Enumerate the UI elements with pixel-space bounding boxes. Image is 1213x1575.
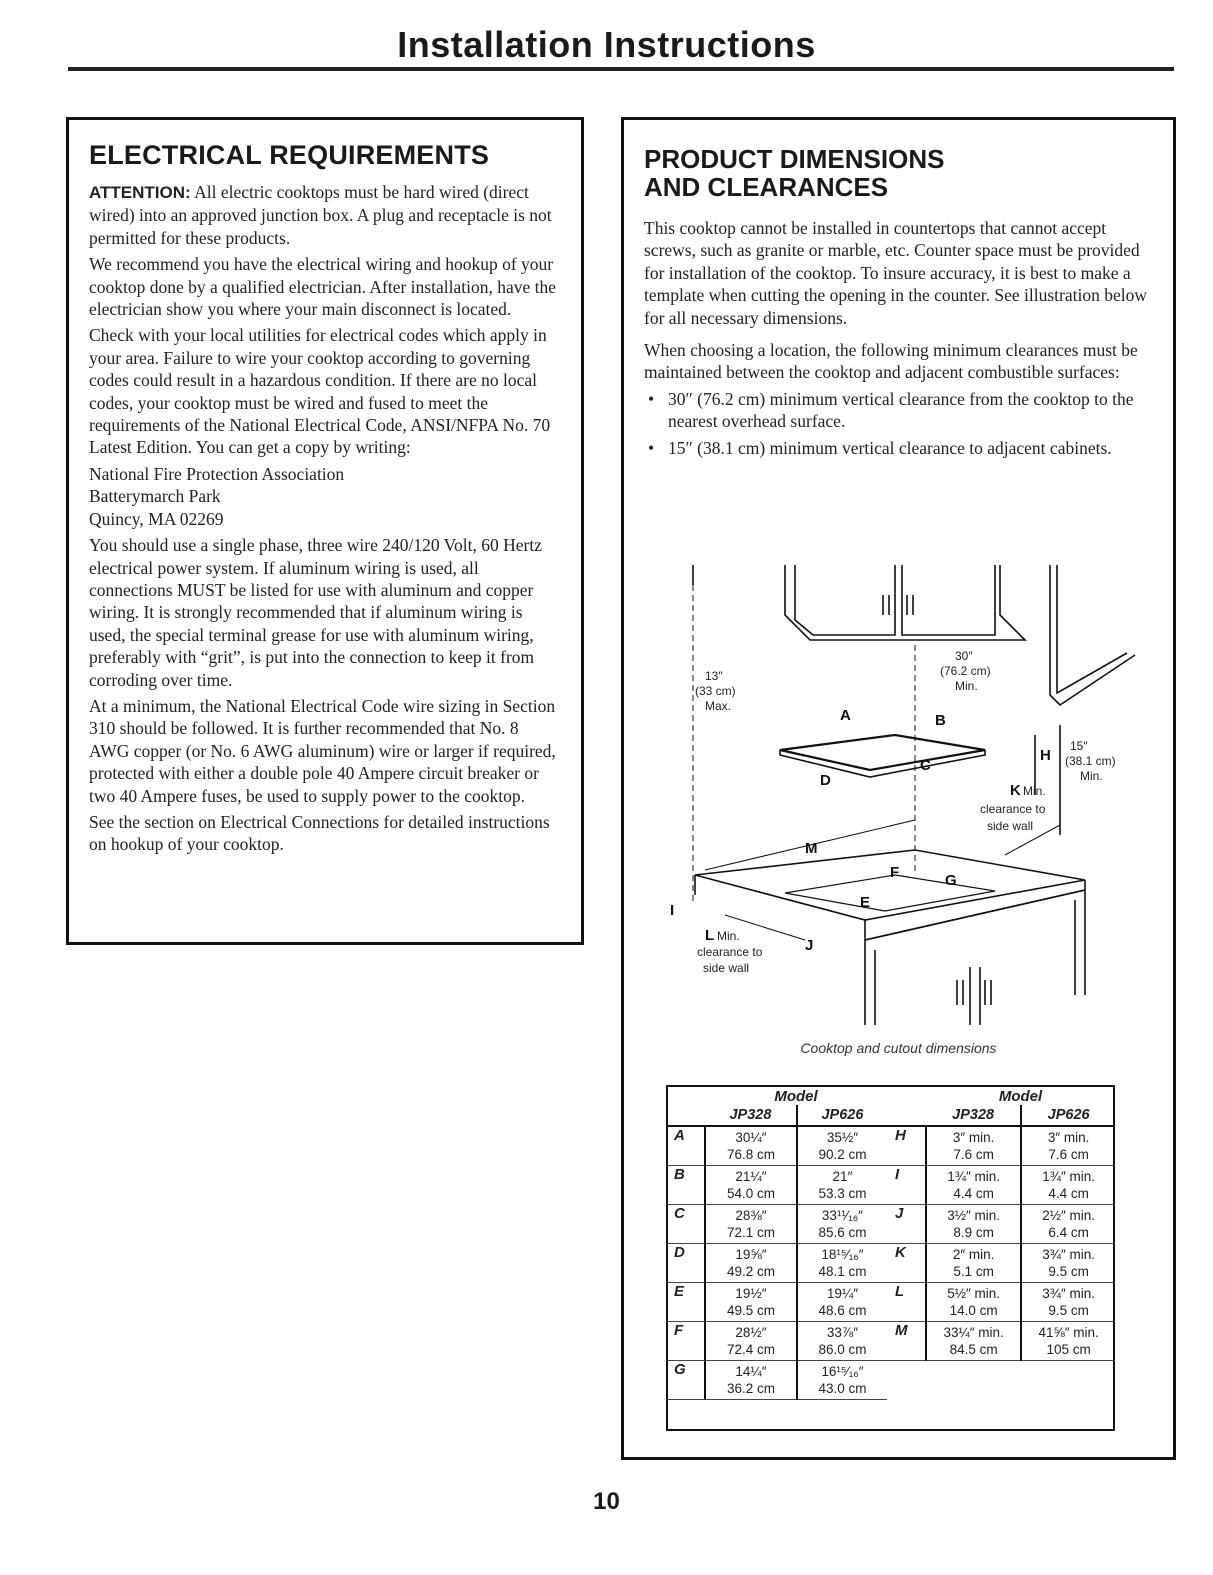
jp328-inches: 3″ min.: [952, 1130, 995, 1145]
base-cabinet-outline: [865, 890, 1085, 1025]
table-row: [887, 1244, 1115, 1283]
k-letter: K: [1010, 782, 1021, 799]
dim-30-cm-label: (76.2 cm): [940, 664, 991, 678]
jp626-inches: 3¾″ min.: [1042, 1286, 1096, 1301]
letter-g: G: [945, 872, 957, 889]
row-letter: I: [887, 1166, 926, 1205]
row-letter: L: [887, 1283, 926, 1322]
dimension-line-15: [1035, 725, 1060, 835]
title-rule: [68, 67, 1174, 71]
row-letter: B: [666, 1166, 705, 1205]
electrician-paragraph: We recommend you have the electrical wiring and hookup of your cooktop done by a qualified electrician. After installation, have the electrician show you where your main disconnect is located.: [89, 254, 556, 320]
jp328-cell: [705, 1361, 797, 1400]
address-line-3: Quincy, MA 02269: [89, 508, 224, 529]
jp626-cell: [797, 1283, 887, 1322]
dim-30-min-label: Min.: [955, 679, 978, 693]
address-line-1: National Fire Protection Association: [89, 463, 345, 484]
jp626-inches: 41⅝″ min.: [1038, 1325, 1099, 1340]
clearance-item: [644, 437, 1153, 459]
page-title: Installation Instructions: [397, 24, 816, 65]
jp626-cell: [797, 1126, 887, 1166]
jp626-cm: 9.5 cm: [1048, 1264, 1089, 1279]
l-letter: L: [705, 927, 715, 944]
row-letter: D: [666, 1244, 705, 1283]
jp328-inches: 30¼″: [735, 1130, 767, 1145]
k-min-label: Min.: [1023, 784, 1046, 798]
jp328-cell: [926, 1205, 1021, 1244]
dim-15-label: 15″: [1070, 739, 1088, 753]
jp626-cell: [797, 1205, 887, 1244]
jp626-cm: 90.2 cm: [818, 1147, 867, 1162]
letter-j: J: [805, 937, 814, 954]
jp328-inches: 28½″: [735, 1325, 767, 1340]
row-letter: E: [666, 1283, 705, 1322]
row-letter: G: [666, 1361, 705, 1400]
countertop-paragraph: This cooktop cannot be installed in countertops that cannot accept screws, such as granite or marble, etc. Counter space must be provided for installation of the cooktop. To insure accuracy, it is best to make a template when cutting the opening in the counter. See illustration below for all necessary dimensions.: [644, 218, 1148, 328]
row-letter: A: [666, 1126, 705, 1166]
l-min-label: Min.: [717, 929, 740, 943]
jp626-inches: 16¹⁵⁄₁₆″: [821, 1364, 864, 1379]
model-header: Model: [774, 1087, 818, 1105]
jp328-inches: 33¼″ min.: [943, 1325, 1004, 1340]
jp328-cm: 49.2 cm: [726, 1264, 775, 1279]
jp626-cell: [1021, 1166, 1115, 1205]
clearance-item-text: 30″ (76.2 cm) minimum vertical clearance from the cooktop to the nearest overhead surface.: [668, 388, 1134, 432]
row-letter: H: [887, 1126, 926, 1166]
dim-13-label: 13″: [705, 669, 723, 683]
cooktop-cutout-diagram: [665, 555, 1145, 1030]
jp328-inches: 3½″ min.: [947, 1208, 1001, 1223]
jp328-cell: [926, 1322, 1021, 1361]
jp626-cm: 86.0 cm: [818, 1342, 867, 1357]
upper-cabinet-handles: [883, 595, 913, 615]
jp328-inches: 28⅜″: [735, 1208, 767, 1223]
jp328-header: JP328: [705, 1105, 797, 1126]
jp328-cell: [705, 1126, 797, 1166]
blank-cell: [666, 1105, 705, 1126]
jp328-inches: 2″ min.: [952, 1247, 995, 1262]
jp328-cm: 76.8 cm: [726, 1147, 775, 1162]
attention-label: ATTENTION:: [89, 183, 191, 202]
jp626-cell: [797, 1166, 887, 1205]
jp626-inches: 2½″ min.: [1042, 1208, 1096, 1223]
jp328-inches: 5½″ min.: [947, 1286, 1001, 1301]
jp626-cm: 48.6 cm: [818, 1303, 867, 1318]
clearance-item: [644, 388, 1153, 433]
bullet-icon: •: [648, 437, 655, 458]
jp626-cell: [1021, 1322, 1115, 1361]
jp626-header: JP626: [797, 1105, 887, 1126]
table-row: [666, 1126, 887, 1166]
jp328-cell: [705, 1283, 797, 1322]
dimensions-heading: PRODUCT DIMENSIONS AND CLEARANCES: [644, 144, 945, 202]
power-system-paragraph: You should use a single phase, three wire 240/120 Volt, 60 Hertz electrical power system. If aluminum wiring is used, all connections MUST be listed for use with aluminum and copper wiring. It is strongly recommended that if aluminum wiring is used, the special terminal grease for use with aluminum wiring, preferably with “grit”, is put into the connection to keep it from corroding over time.: [89, 535, 543, 690]
jp626-cell: [797, 1322, 887, 1361]
jp626-cm: 4.4 cm: [1048, 1186, 1089, 1201]
jp626-inches: 21″: [832, 1169, 853, 1184]
row-letter: F: [666, 1322, 705, 1361]
jp328-cell: [926, 1166, 1021, 1205]
blank-cell: [666, 1087, 705, 1105]
codes-paragraph: Check with your local utilities for electrical codes which apply in your area. Failure to wire your cooktop according to governing codes could result in a hazardous condition. If there are no local codes, your cooktop must be wired and fused to meet the requirements of the National Electrical Code, ANSI/NFPA No. 70 Latest Edition. You can get a copy by writing:: [89, 325, 551, 458]
jp626-inches: 1¾″ min.: [1042, 1169, 1096, 1184]
letter-f: F: [890, 864, 900, 881]
l-clearance-label: clearance to: [697, 945, 763, 959]
jp626-header: JP626: [1021, 1105, 1115, 1126]
table-row: [666, 1361, 887, 1400]
clearances-paragraph: When choosing a location, the following minimum clearances must be maintained between the cooktop and adjacent combustible surfaces:: [644, 340, 1138, 383]
clearance-list: [644, 388, 1153, 459]
page-number: 10: [593, 1488, 620, 1515]
jp328-cm: 7.6 cm: [953, 1147, 994, 1162]
k-sidewall-label: side wall: [987, 819, 1034, 833]
dim-15-min-label: Min.: [1080, 769, 1103, 783]
k-clearance-label: clearance to: [980, 802, 1046, 816]
jp626-inches: 19¼″: [826, 1286, 858, 1301]
table-row: [887, 1322, 1115, 1361]
jp328-inches: 19½″: [735, 1286, 767, 1301]
jp626-cell: [1021, 1205, 1115, 1244]
blank-cell: [887, 1087, 926, 1105]
table-row: [887, 1126, 1115, 1166]
diagram-caption: Cooktop and cutout dimensions: [800, 1040, 997, 1056]
base-cabinet-handles: [957, 980, 991, 1005]
jp626-inches: 35½″: [826, 1130, 858, 1145]
jp328-cell: [705, 1205, 797, 1244]
table-row: [666, 1166, 887, 1205]
row-letter: J: [887, 1205, 926, 1244]
cooktop-base: [780, 750, 985, 777]
table-row: [666, 1322, 887, 1361]
side-cabinet-outline: [1050, 565, 1135, 705]
jp328-cm: 72.4 cm: [726, 1342, 775, 1357]
jp626-cell: [797, 1244, 887, 1283]
dimensions-table-left: [666, 1087, 887, 1400]
right-table-body: [887, 1126, 1115, 1361]
jp626-cm: 6.4 cm: [1048, 1225, 1089, 1240]
jp626-cm: 85.6 cm: [818, 1225, 867, 1240]
jp328-cell: [705, 1166, 797, 1205]
jp626-cm: 7.6 cm: [1048, 1147, 1089, 1162]
clearance-item-text: 15″ (38.1 cm) minimum vertical clearance to adjacent cabinets.: [668, 437, 1112, 458]
jp626-cell: [1021, 1126, 1115, 1166]
jp626-cell: [1021, 1283, 1115, 1322]
jp626-cm: 43.0 cm: [818, 1381, 867, 1396]
letter-a: A: [840, 707, 851, 724]
attention-paragraph: [89, 181, 561, 249]
jp626-inches: 33⅞″: [826, 1325, 858, 1340]
row-letter: M: [887, 1322, 926, 1361]
jp626-cm: 105 cm: [1046, 1342, 1091, 1357]
jp328-cm: 8.9 cm: [953, 1225, 994, 1240]
jp328-cm: 54.0 cm: [726, 1186, 775, 1201]
electrical-requirements-box: [66, 117, 584, 945]
jp626-cm: 53.3 cm: [818, 1186, 867, 1201]
table-row: [887, 1283, 1115, 1322]
diagram-labels: [670, 649, 1116, 975]
upper-cabinet-outline: [693, 565, 1025, 640]
jp328-inches: 19⅝″: [735, 1247, 767, 1262]
jp328-cell: [705, 1322, 797, 1361]
dim-13-cm-label: (33 cm): [695, 684, 736, 698]
dimensions-table-right: [887, 1087, 1115, 1361]
jp328-inches: 21¼″: [735, 1169, 767, 1184]
jp328-cell: [926, 1126, 1021, 1166]
upper-cabinet-doors: [795, 565, 995, 635]
letter-c: C: [920, 757, 931, 774]
jp626-inches: 3″ min.: [1047, 1130, 1090, 1145]
countertop-edge: [695, 875, 1085, 940]
row-letter: C: [666, 1205, 705, 1244]
address-line-2: Batterymarch Park: [89, 486, 221, 507]
jp328-cm: 72.1 cm: [726, 1225, 775, 1240]
letter-e: E: [860, 894, 871, 911]
base-cabinet-doors: [875, 900, 1075, 1025]
table-row: [666, 1283, 887, 1322]
table-row: [666, 1205, 887, 1244]
jp328-inches: 14¼″: [735, 1364, 767, 1379]
jp626-cm: 48.1 cm: [818, 1264, 867, 1279]
letter-b: B: [935, 712, 946, 729]
jp328-cell: [926, 1244, 1021, 1283]
jp328-cm: 4.4 cm: [953, 1186, 994, 1201]
wire-sizing-paragraph: At a minimum, the National Electrical Code wire sizing in Section 310 should be followed. It is further recommended that No. 8 AWG copper (or No. 6 AWG aluminum) wire or larger if required, protected with either a double pole 40 Ampere circuit breaker or two 40 Ampere fuses, be used to supply power to the cooktop.: [89, 695, 556, 806]
jp328-cell: [705, 1244, 797, 1283]
jp328-header: JP328: [926, 1105, 1021, 1126]
left-table-body: [666, 1126, 887, 1400]
jp328-cm: 49.5 cm: [726, 1303, 775, 1318]
jp626-cell: [797, 1361, 887, 1400]
jp328-cm: 5.1 cm: [953, 1264, 994, 1279]
jp328-inches: 1¾″ min.: [947, 1169, 1001, 1184]
letter-m: M: [805, 840, 818, 857]
attention-text: All electric cooktops must be hard wired (direct wired) into an approved junction box. A plug and receptacle is not permitted for these products.: [89, 182, 552, 248]
dim-13-max-label: Max.: [705, 699, 732, 713]
jp328-cell: [926, 1283, 1021, 1322]
table-row: [666, 1244, 887, 1283]
jp626-cm: 9.5 cm: [1048, 1303, 1089, 1318]
jp626-inches: 33¹¹⁄₁₆″: [821, 1208, 863, 1223]
dim-15-cm-label: (38.1 cm): [1065, 754, 1116, 768]
letter-d: D: [820, 772, 831, 789]
cooktop-outline: [780, 735, 985, 770]
jp626-cell: [1021, 1244, 1115, 1283]
jp328-cm: 84.5 cm: [949, 1342, 998, 1357]
electrical-heading: ELECTRICAL REQUIREMENTS: [89, 140, 490, 170]
blank-cell: [887, 1105, 926, 1126]
bullet-icon: •: [648, 388, 655, 409]
jp328-cm: 14.0 cm: [949, 1303, 998, 1318]
table-row: [887, 1166, 1115, 1205]
row-letter: K: [887, 1244, 926, 1283]
address-block: [89, 463, 561, 530]
model-header: Model: [998, 1087, 1043, 1105]
l-sidewall-label: side wall: [703, 961, 750, 975]
jp328-cm: 36.2 cm: [726, 1381, 775, 1396]
jp626-inches: 18¹⁵⁄₁₆″: [821, 1247, 864, 1262]
letter-h: H: [1040, 747, 1051, 764]
see-section-paragraph: See the section on Electrical Connections for detailed instructions on hookup of your cooktop.: [89, 811, 550, 855]
dim-30-label: 30″: [955, 649, 973, 663]
letter-i: I: [670, 902, 675, 919]
table-row: [887, 1205, 1115, 1244]
jp626-inches: 3¾″ min.: [1042, 1247, 1096, 1262]
